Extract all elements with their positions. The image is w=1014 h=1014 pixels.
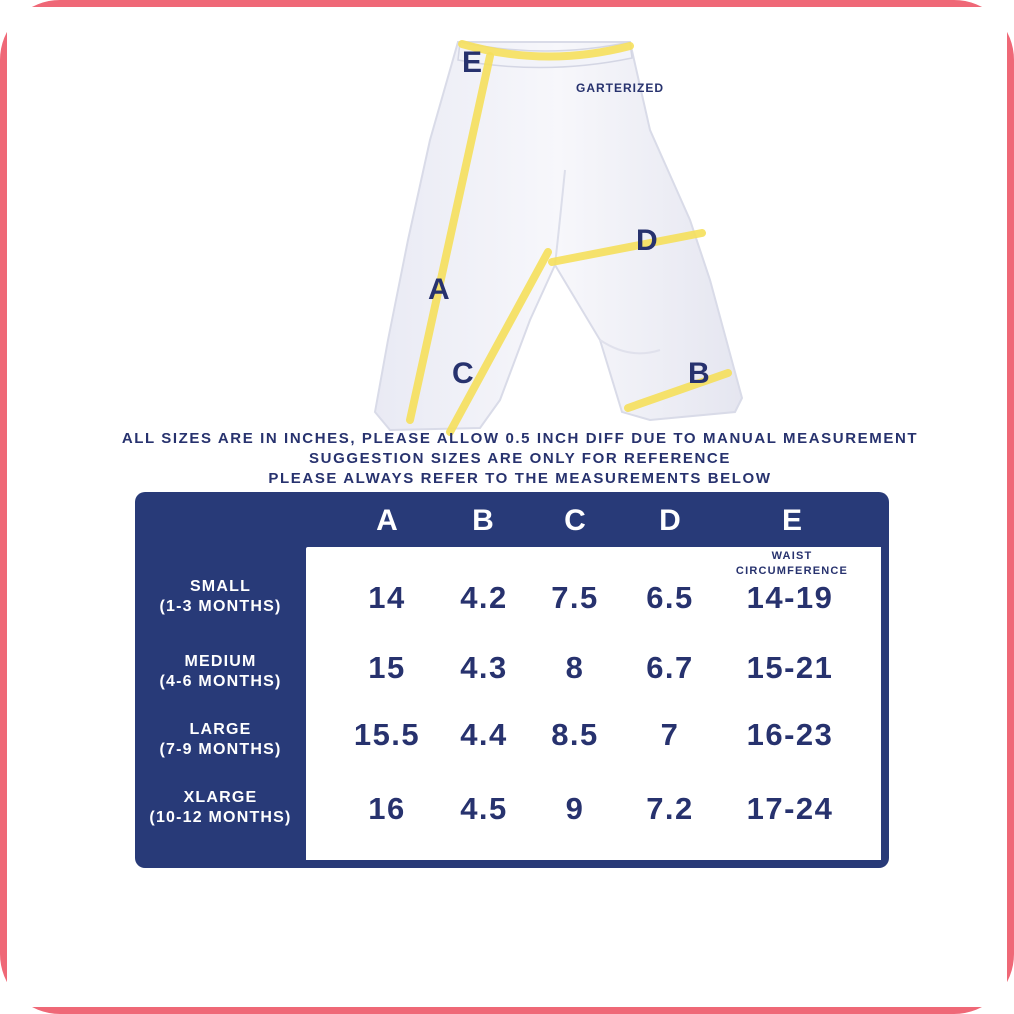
cell-small-c: 7.5 bbox=[551, 580, 599, 615]
cell-xlarge-b: 4.5 bbox=[460, 791, 508, 826]
waist-note-line-2: CIRCUMFERENCE bbox=[735, 565, 849, 577]
cell-large-c: 8.5 bbox=[551, 717, 599, 752]
row-age: (7-9 MONTHS) bbox=[159, 741, 282, 758]
label-c: C bbox=[452, 357, 474, 390]
note-line-2: SUGGESTION SIZES ARE ONLY FOR REFERENCE bbox=[309, 450, 731, 467]
label-a: A bbox=[428, 273, 450, 306]
row-label-xlarge bbox=[135, 788, 306, 828]
row-label-large bbox=[135, 720, 306, 760]
row-label-small bbox=[135, 577, 306, 617]
cell-medium-e: 15-21 bbox=[746, 650, 834, 685]
cell-medium-c: 8 bbox=[565, 650, 585, 685]
cell-small-d: 6.5 bbox=[646, 580, 694, 615]
cell-xlarge-c: 9 bbox=[565, 791, 585, 826]
cell-medium-d: 6.7 bbox=[646, 650, 694, 685]
row-age: (4-6 MONTHS) bbox=[159, 673, 282, 690]
row-age: (1-3 MONTHS) bbox=[159, 598, 282, 615]
row-size: MEDIUM bbox=[184, 653, 257, 670]
size-notes bbox=[0, 429, 1014, 489]
garterized-label: GARTERIZED bbox=[576, 81, 664, 95]
cell-large-b: 4.4 bbox=[460, 717, 508, 752]
cell-xlarge-e: 17-24 bbox=[746, 791, 834, 826]
row-size: SMALL bbox=[189, 578, 252, 595]
row-size: LARGE bbox=[189, 721, 252, 738]
row-size: XLARGE bbox=[183, 789, 258, 806]
waist-note-line-1: WAIST bbox=[771, 550, 813, 562]
label-d: D bbox=[636, 224, 658, 257]
cell-medium-b: 4.3 bbox=[460, 650, 508, 685]
column-header-a: A bbox=[376, 504, 398, 537]
cell-large-a: 15.5 bbox=[353, 717, 421, 752]
row-age: (10-12 MONTHS) bbox=[149, 809, 292, 826]
column-header-d: D bbox=[659, 504, 681, 537]
cell-xlarge-a: 16 bbox=[368, 791, 406, 826]
cell-large-e: 16-23 bbox=[746, 717, 834, 752]
label-e: E bbox=[462, 46, 483, 79]
cell-medium-a: 15 bbox=[368, 650, 406, 685]
column-header-e: E bbox=[781, 504, 802, 537]
cell-small-e: 14-19 bbox=[746, 580, 834, 615]
note-line-1: ALL SIZES ARE IN INCHES, PLEASE ALLOW 0.5 INCH DIFF DUE TO MANUAL MEASUREMENT bbox=[121, 430, 919, 447]
note-line-3: PLEASE ALWAYS REFER TO THE MEASUREMENTS BELOW bbox=[268, 470, 772, 487]
row-label-medium bbox=[135, 652, 306, 692]
column-header-c: C bbox=[564, 504, 586, 537]
cell-xlarge-d: 7.2 bbox=[646, 791, 694, 826]
label-b: B bbox=[688, 357, 710, 390]
column-header-b: B bbox=[472, 504, 494, 537]
cell-large-d: 7 bbox=[660, 717, 680, 752]
waist-circumference-note bbox=[722, 549, 862, 579]
cell-small-a: 14 bbox=[368, 580, 406, 615]
cell-small-b: 4.2 bbox=[460, 580, 508, 615]
